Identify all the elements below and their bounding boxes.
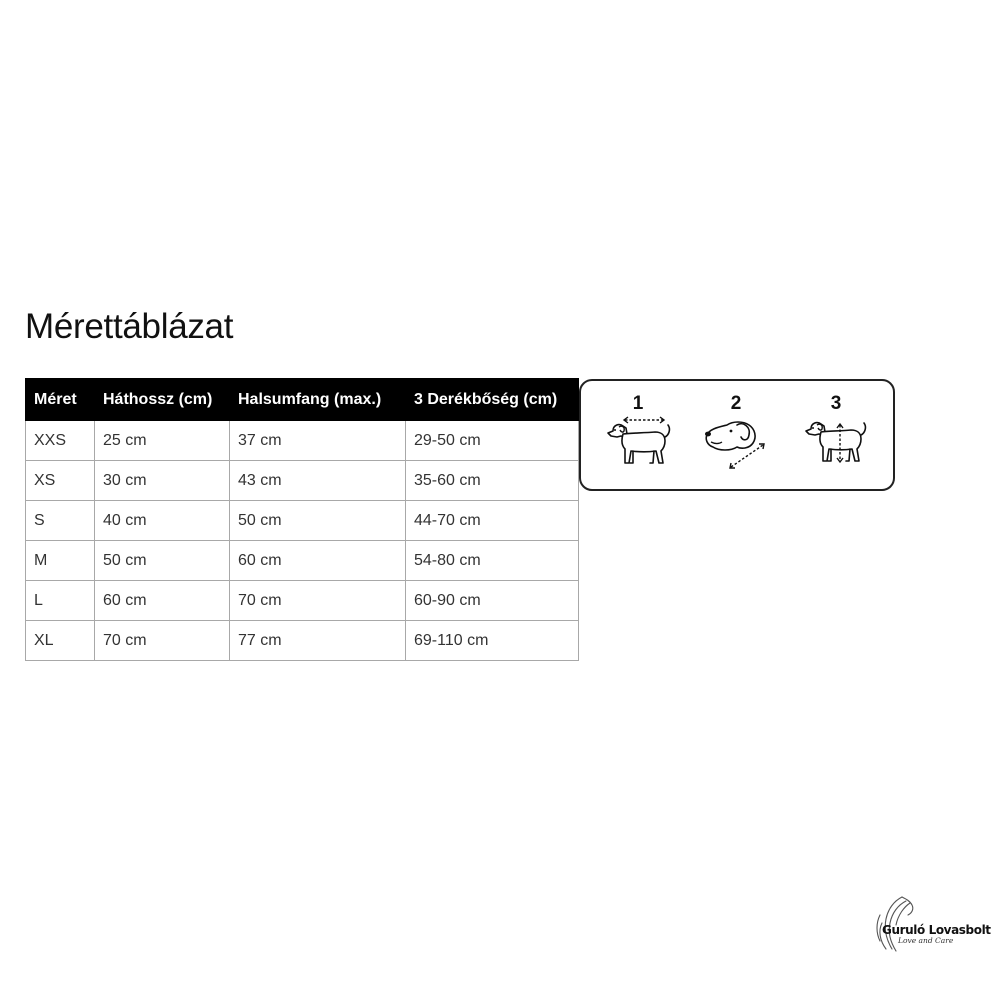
table-row [26, 541, 579, 581]
table-cell: 25 cm [95, 421, 230, 461]
table-cell: M [26, 541, 95, 581]
column-header: Halsumfang (max.) [230, 379, 406, 421]
table-cell: 35-60 cm [406, 461, 579, 501]
table-cell: XXS [26, 421, 95, 461]
table-cell: 70 cm [230, 581, 406, 621]
table-row [26, 581, 579, 621]
guide-step-2 [701, 389, 771, 485]
table-row [26, 421, 579, 461]
table-row [26, 621, 579, 661]
page-title: Mérettáblázat [25, 307, 234, 346]
table-cell: S [26, 501, 95, 541]
dog-back-length-icon [603, 415, 673, 479]
table-cell: 50 cm [230, 501, 406, 541]
guide-step-1 [603, 389, 673, 485]
table-cell: 37 cm [230, 421, 406, 461]
table-cell: 40 cm [95, 501, 230, 541]
column-header: Háthossz (cm) [95, 379, 230, 421]
step-number: 1 [632, 393, 644, 414]
table-cell: 54-80 cm [406, 541, 579, 581]
step-number: 2 [730, 393, 742, 414]
table-cell: 44-70 cm [406, 501, 579, 541]
table-cell: 60-90 cm [406, 581, 579, 621]
table-cell: 77 cm [230, 621, 406, 661]
measurement-guide [579, 379, 895, 491]
size-table [25, 378, 579, 661]
table-cell: 43 cm [230, 461, 406, 501]
step-number: 3 [830, 393, 842, 414]
brand-tagline: Love and Care [898, 936, 954, 945]
table-cell: 70 cm [95, 621, 230, 661]
brand-logo [872, 893, 1000, 955]
table-cell: XL [26, 621, 95, 661]
dog-chest-girth-icon [801, 415, 871, 479]
table-cell: 50 cm [95, 541, 230, 581]
column-header: 3 Derékbőség (cm) [406, 379, 579, 421]
table-cell: L [26, 581, 95, 621]
table-row [26, 501, 579, 541]
table-row [26, 461, 579, 501]
table-cell: 30 cm [95, 461, 230, 501]
table-cell: XS [26, 461, 95, 501]
table-cell: 60 cm [230, 541, 406, 581]
dog-neck-circumference-icon [701, 415, 771, 479]
table-cell: 69-110 cm [406, 621, 579, 661]
guide-step-3 [801, 389, 871, 485]
table-cell: 60 cm [95, 581, 230, 621]
column-header: Méret [26, 379, 95, 421]
table-cell: 29-50 cm [406, 421, 579, 461]
table-header-row [26, 379, 579, 421]
brand-name: Guruló Lovasbolt [882, 923, 991, 937]
